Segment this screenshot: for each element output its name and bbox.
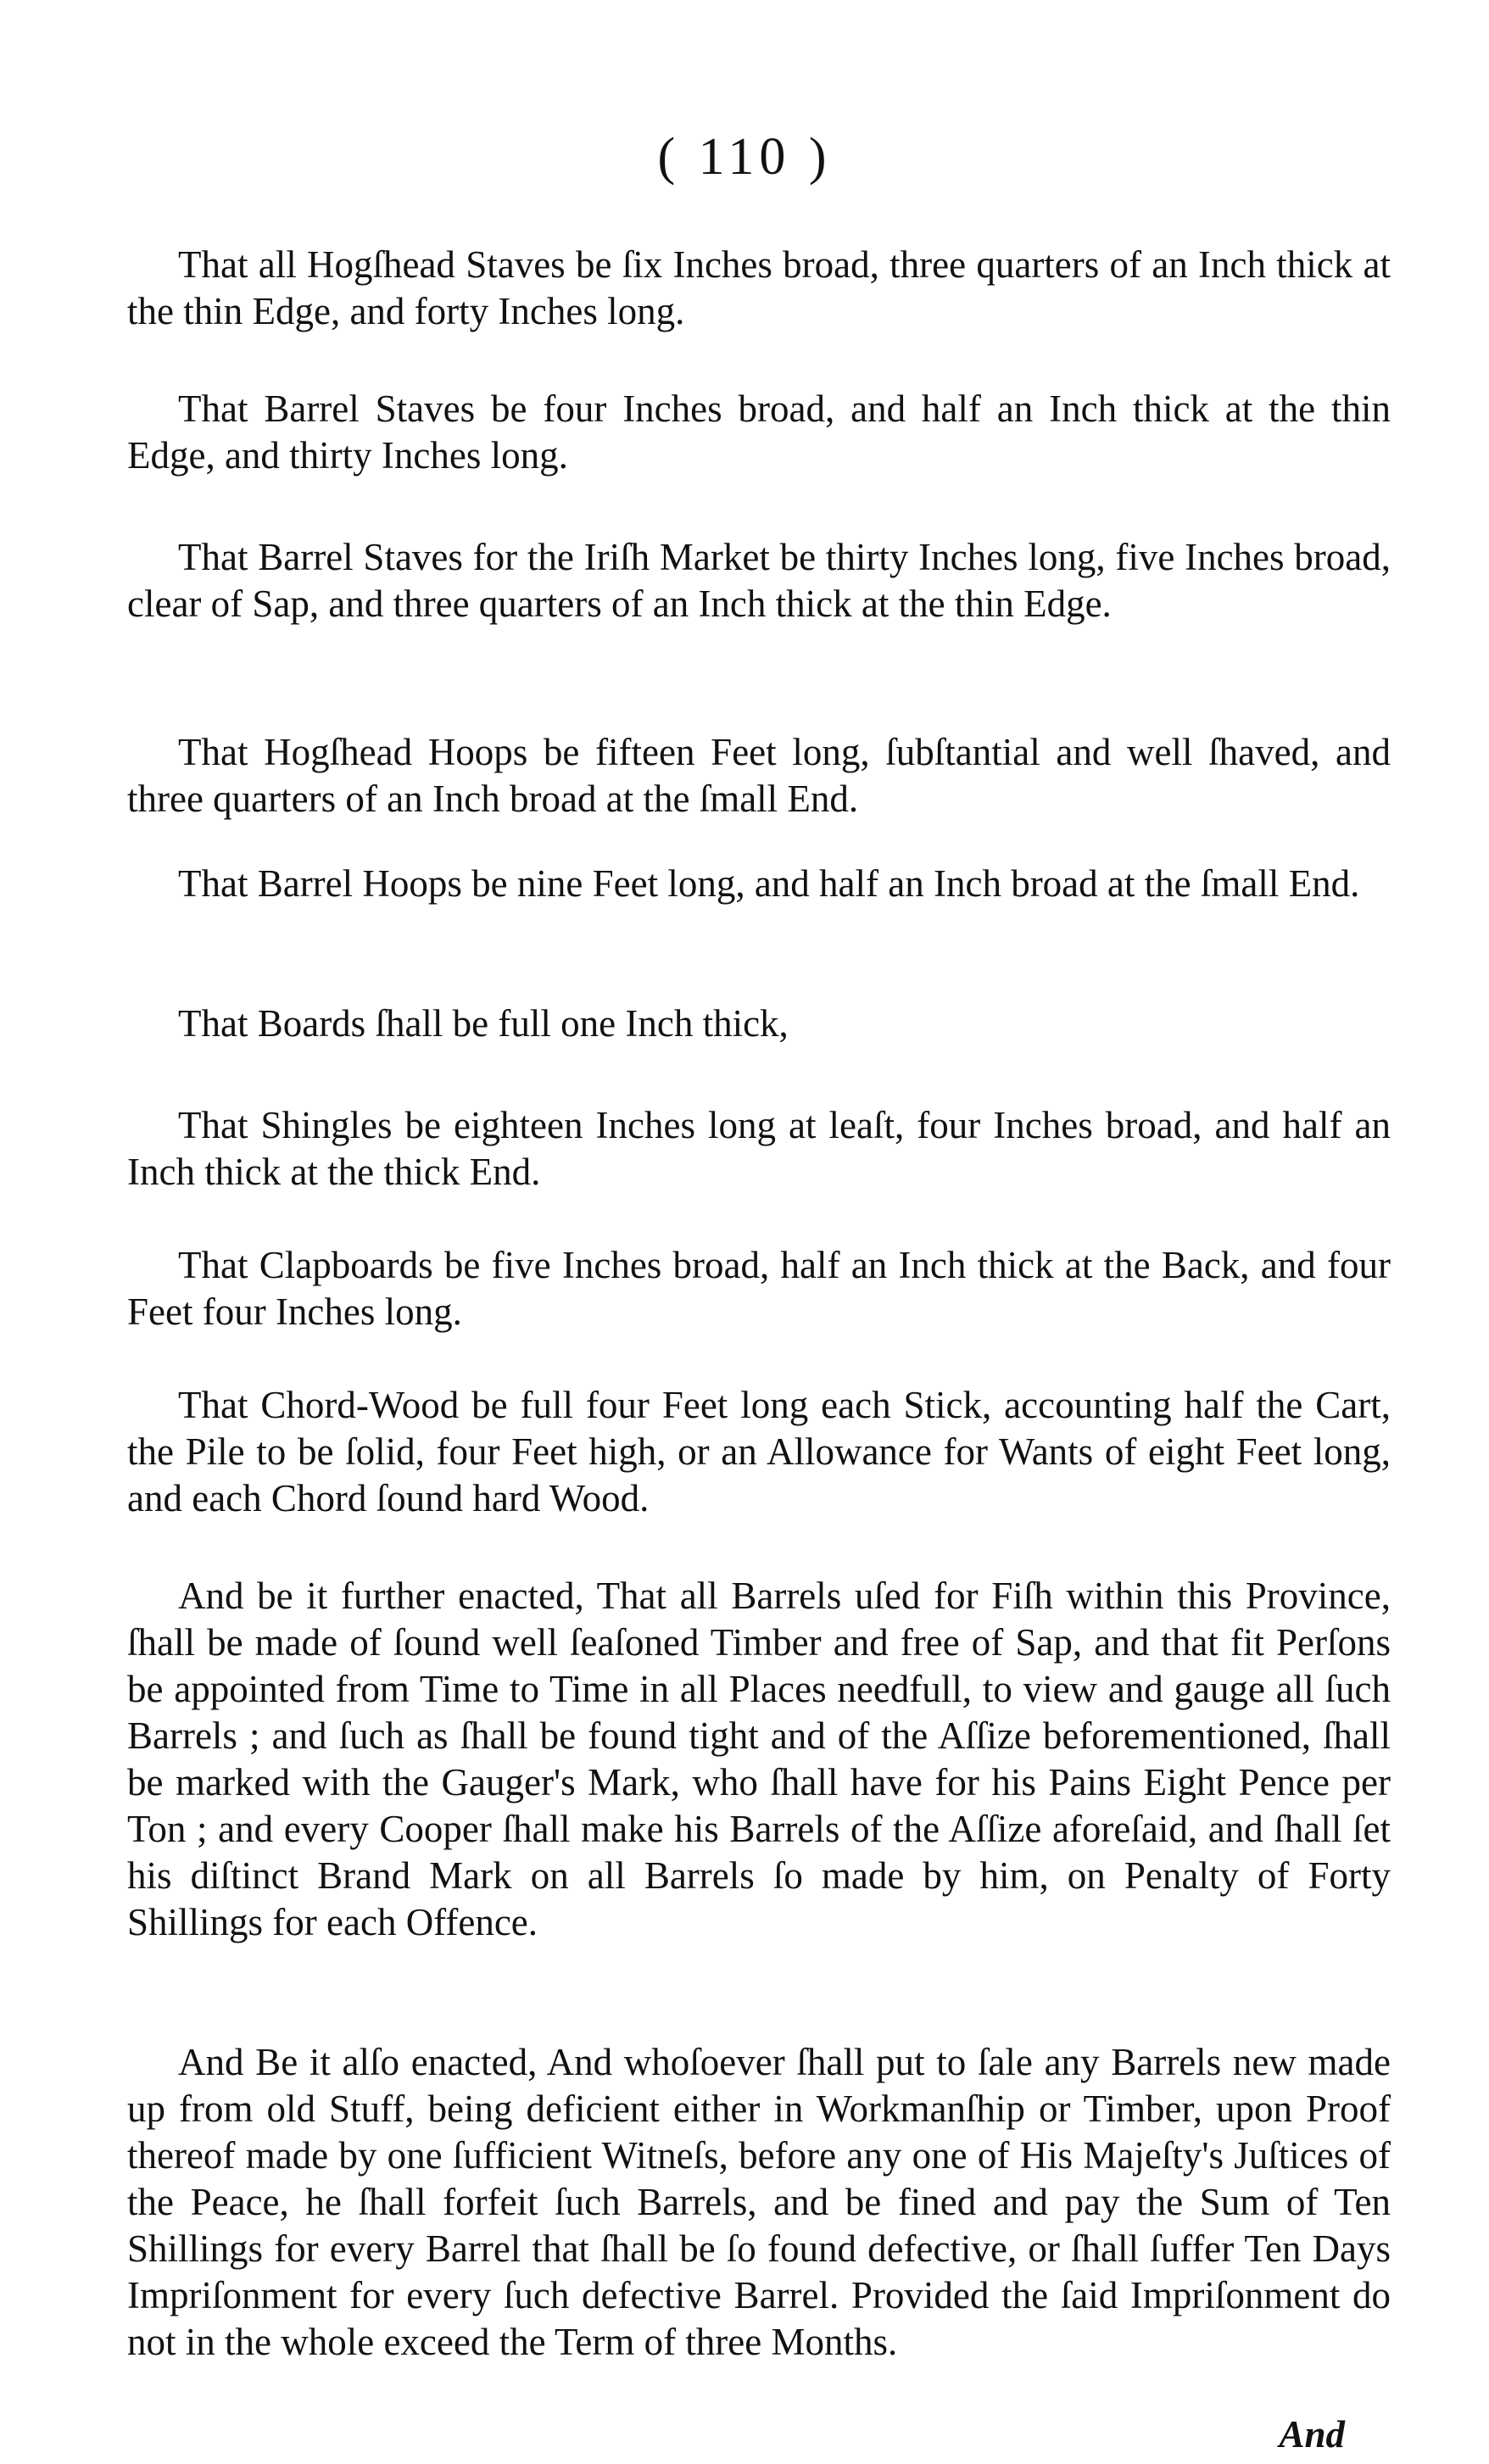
paragraph-barrel-staves: That Barrel Staves be four Inches broad, and half an Inch thick at the thin Edge, and thirty Inches long. [127,387,1391,477]
paragraph-barrels-old-stuff: And Be it alſo enacted, And whoſoever ſhall put to ſale any Barrels new made up from old Stuff, being deficient either in Workmanſhip or Timber, upon Proof thereof made by one ſufficient Witneſs, before any one of His Majeſty's Juſtices of the Peace, he ſhall forfeit ſuch Barrels, and be fined and pay the Sum of Ten Shillings for every Barrel that ſhall be ſo found defective, or ſhall ſuffer Ten Days Impriſonment for every ſuch defective Barrel. Provided the ſaid Impriſonment do not in the whole exceed the Term of three Months. [127,2041,1391,2363]
paragraph-irish-barrel-staves: That Barrel Staves for the Iriſh Market be thirty Inches long, five Inches broad, clear of Sap, and three quarters of an Inch thick at the thin Edge. [127,536,1391,625]
paragraph-shingles: That Shingles be eighteen Inches long at leaſt, four Inches broad, and half an Inch thick at the thick End. [127,1104,1391,1193]
paragraph-hogshead-staves: That all Hogſhead Staves be ſix Inches broad, three quarters of an Inch thick at the thin Edge, and forty Inches long. [127,243,1391,332]
page-number: ( 110 ) [657,128,832,186]
paragraph-boards: That Boards ſhall be full one Inch thick, [178,1002,789,1045]
paragraph-clapboards: That Clapboards be five Inches broad, half an Inch thick at the Back, and four Feet four Inches long. [127,1244,1391,1333]
paragraph-barrels-for-fish: And be it further enacted, That all Barrels uſed for Fiſh within this Province, ſhall be made of ſound well ſeaſoned Timber and free of Sap, and that fit Perſons be appointed from Time to Time in all Places needfull, to view and gauge all ſuch Barrels ; and ſuch as ſhall be found tight and of the Aſſize beforementioned, ſhall be marked with the Gauger's Mark, who ſhall have for his Pains Eight Pence per Ton ; and every Cooper ſhall make his Barrels of the Aſſize aforeſaid, and ſhall ſet his diſtinct Brand Mark on all Barrels ſo made by him, on Penalty of Forty Shillings for each Offence. [127,1575,1391,1943]
paragraph-barrel-hoops: That Barrel Hoops be nine Feet long, and half an Inch broad at the ſmall End. [178,862,1360,905]
paragraph-chord-wood: That Chord-Wood be full four Feet long each Stick, accounting half the Cart, the Pile to be ſolid, four Feet high, or an Allowance for Wants of eight Feet long, and each Chord ſound hard Wood. [127,1384,1391,1519]
paragraph-hogshead-hoops: That Hogſhead Hoops be fifteen Feet long, ſubſtantial and well ſhaved, and three quarters of an Inch broad at the ſmall End. [127,731,1391,820]
catchword: And [1279,2413,1345,2456]
